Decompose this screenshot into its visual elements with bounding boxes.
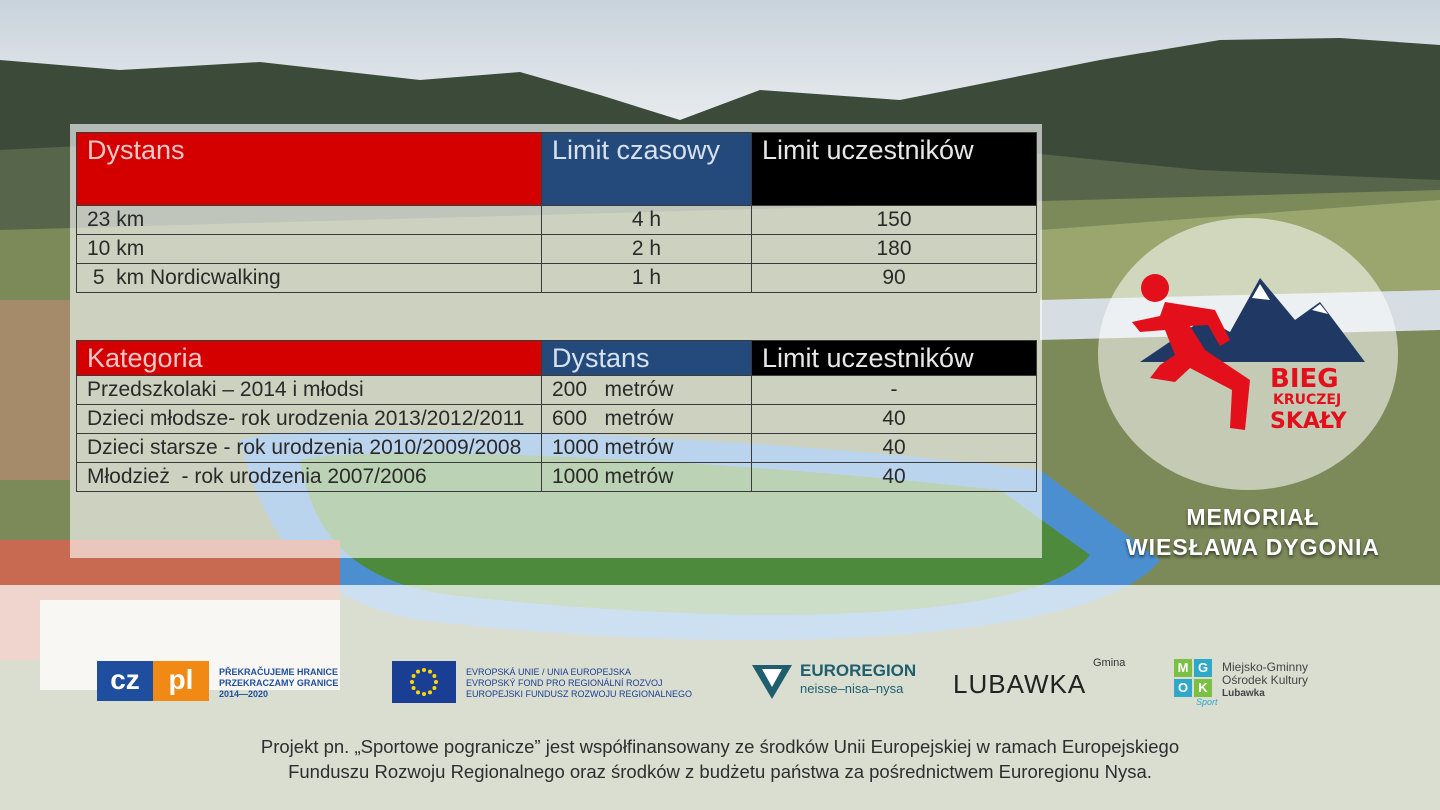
czpl-line-3: 2014—2020 <box>219 689 269 699</box>
runner-icon <box>1132 302 1250 430</box>
czpl-pl-mark: pl <box>153 661 209 701</box>
table-row <box>77 434 1037 463</box>
mgok-letter-k: K <box>1194 679 1212 697</box>
lubawka-logo <box>953 657 1133 707</box>
eu-line-1: EVROPSKÁ UNIE / UNIA EUROPEJSKA <box>466 667 632 677</box>
memorial-line-2: WIESŁAWA DYGONIA <box>1125 534 1381 560</box>
mgok-letter-m: M <box>1174 659 1192 677</box>
cell-category: Dzieci starsze - rok urodzenia 2010/2009/2008 <box>77 434 542 463</box>
header-limit-uczestnikow: Limit uczestników <box>752 133 1037 206</box>
cell-category: Młodzież - rok urodzenia 2007/2006 <box>77 463 542 492</box>
table-row <box>77 376 1037 405</box>
mgok-line-1: Miejsko-Gminny <box>1222 660 1309 674</box>
mgok-line-2: Ośrodek Kultury <box>1222 673 1309 687</box>
cell-participant-limit: 40 <box>752 434 1037 463</box>
lubawka-name: LUBAWKA <box>953 669 1087 699</box>
cell-time-limit: 2 h <box>542 235 752 264</box>
header-kategoria: Kategoria <box>77 341 542 376</box>
cell-participant-limit: 40 <box>752 463 1037 492</box>
euroregion-title: EUROREGION <box>800 661 917 680</box>
cell-category: Dzieci młodsze- rok urodzenia 2013/2012/2011 <box>77 405 542 434</box>
mgok-logo <box>1174 659 1334 711</box>
table-row <box>77 463 1037 492</box>
cell-participant-limit: 90 <box>752 264 1037 293</box>
cell-time-limit: 1 h <box>542 264 752 293</box>
euroregion-subtitle: neisse–nisa–nysa <box>800 681 904 696</box>
eu-flag-icon <box>392 661 456 703</box>
euroregion-logo <box>750 659 930 707</box>
eu-logo <box>392 661 732 705</box>
czpl-line-2: PRZEKRACZAMY GRANICE <box>219 678 339 688</box>
cell-distance: 5 km Nordicwalking <box>77 264 542 293</box>
table-row <box>77 206 1037 235</box>
memorial-title <box>1088 502 1418 562</box>
sponsor-logos <box>0 655 1440 715</box>
cell-participant-limit: 180 <box>752 235 1037 264</box>
funding-statement <box>0 734 1440 784</box>
table-row <box>77 235 1037 264</box>
memorial-line-1: MEMORIAŁ <box>1186 504 1320 530</box>
lubawka-gmina-label: Gmina <box>1093 657 1126 669</box>
cell-distance: 1000 metrów <box>542 434 752 463</box>
distance-table-header <box>77 133 1037 206</box>
table-row <box>77 264 1037 293</box>
cell-distance: 1000 metrów <box>542 463 752 492</box>
eu-line-2: EVROPSKÝ FOND PRO REGIONÁLNÍ ROZVOJ <box>466 678 663 688</box>
cell-distance: 10 km <box>77 235 542 264</box>
category-table-header <box>77 341 1037 376</box>
distance-table <box>76 132 1037 293</box>
table-row <box>77 405 1037 434</box>
cell-distance: 23 km <box>77 206 542 235</box>
cell-participant-limit: 150 <box>752 206 1037 235</box>
cell-time-limit: 4 h <box>542 206 752 235</box>
logo-text-kruczej: KRUCZEJ <box>1273 392 1342 408</box>
eu-line-3: EUROPEJSKI FUNDUSZ ROZWOJU REGIONALNEGO <box>466 689 693 699</box>
czpl-logo <box>97 661 357 705</box>
funding-line-2: Funduszu Rozwoju Regionalnego oraz środków z budżetu państwa za pośrednictwem Euroregionu Nysa. <box>288 761 1152 782</box>
header-limit-uczestnikow: Limit uczestników <box>752 341 1037 376</box>
logo-text-bieg: BIEG <box>1270 364 1339 394</box>
mgok-line-3: Lubawka <box>1222 688 1265 699</box>
cell-distance: 600 metrów <box>542 405 752 434</box>
header-limit-czasowy: Limit czasowy <box>542 133 752 206</box>
category-table <box>76 340 1037 492</box>
header-dystans: Dystans <box>77 133 542 206</box>
runner-mountain-logo <box>1120 270 1370 440</box>
mgok-letter-o: O <box>1174 679 1192 697</box>
mgok-sport-label: Sport <box>1196 697 1218 707</box>
logo-text-skaly: SKAŁY <box>1270 409 1347 434</box>
cell-participant-limit: - <box>752 376 1037 405</box>
cell-category: Przedszkolaki – 2014 i młodsi <box>77 376 542 405</box>
runner-head <box>1141 274 1169 302</box>
cell-distance: 200 metrów <box>542 376 752 405</box>
mgok-letter-g: G <box>1194 659 1212 677</box>
funding-line-1: Projekt pn. „Sportowe pogranicze” jest współfinansowany ze środków Unii Europejskiej w ramach Europejskiego <box>260 736 1180 757</box>
euroregion-mark-icon <box>750 659 794 703</box>
header-dystans: Dystans <box>542 341 752 376</box>
cell-participant-limit: 40 <box>752 405 1037 434</box>
czpl-cz-mark: cz <box>97 661 153 701</box>
czpl-line-1: PŘEKRAČUJEME HRANICE <box>219 667 339 677</box>
